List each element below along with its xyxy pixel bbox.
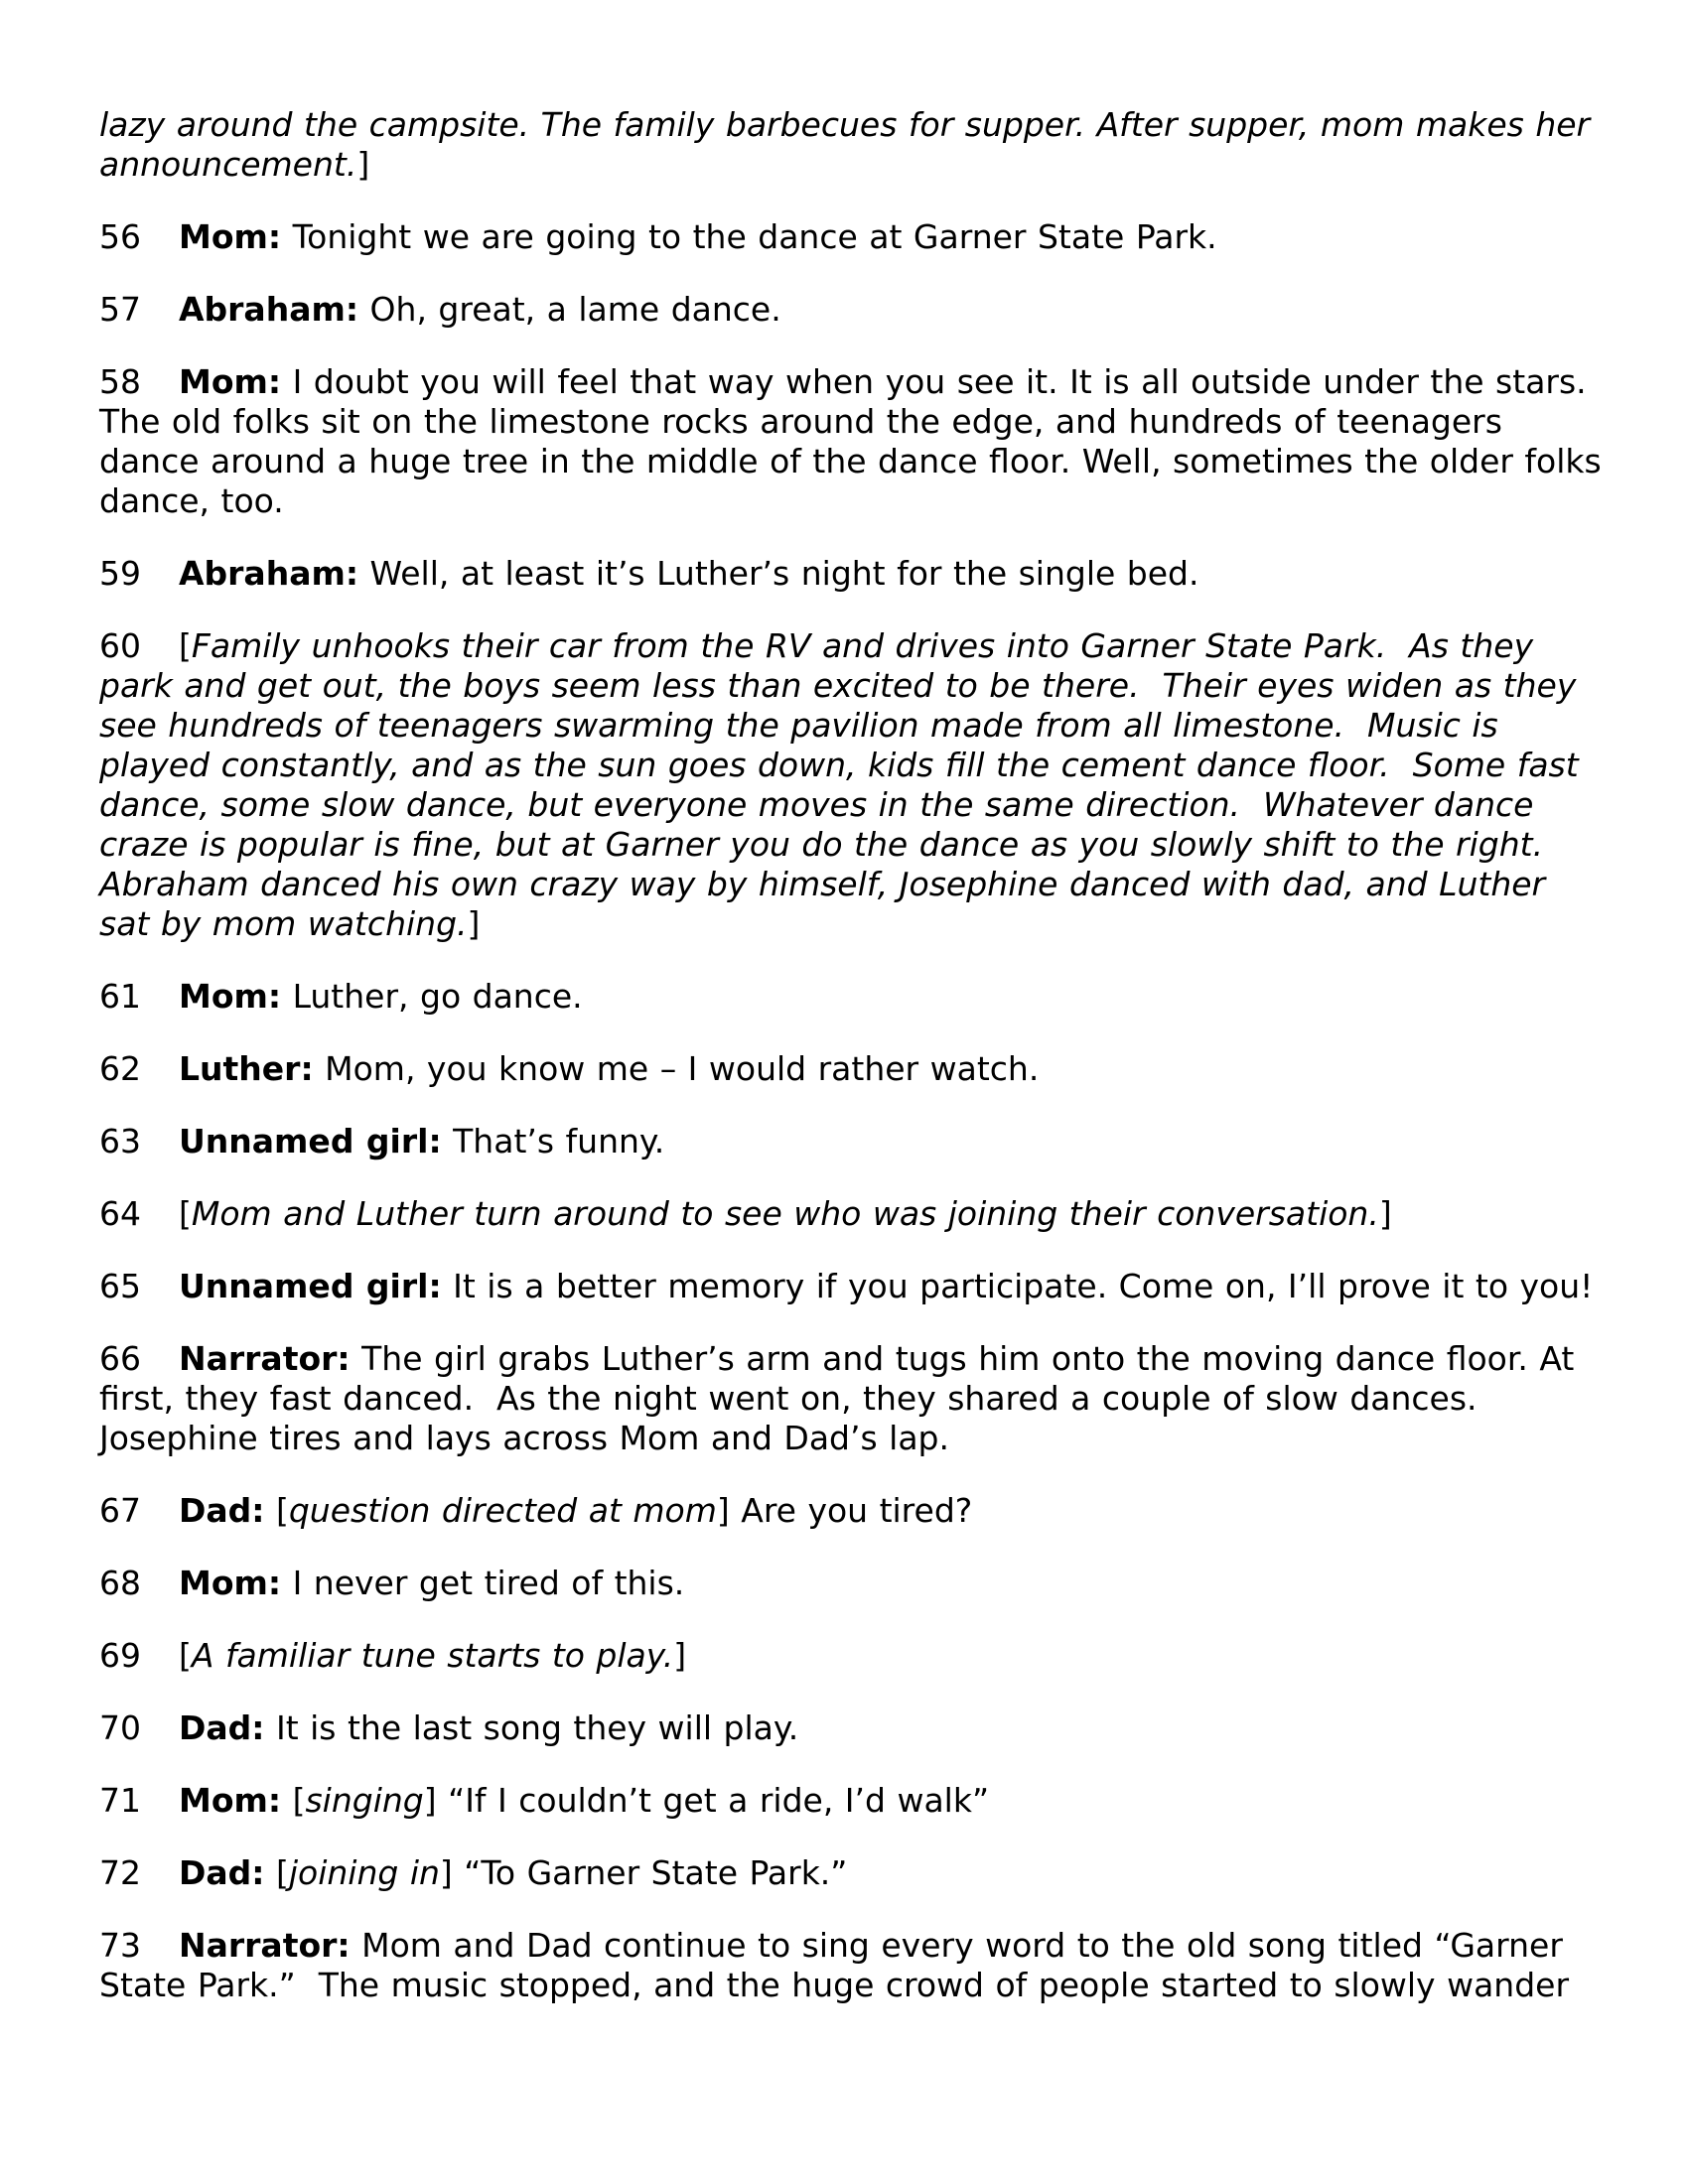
speaker-label: Mom: xyxy=(179,1781,282,1820)
script-line xyxy=(99,1926,1604,2005)
text-run-normal: It is a better memory if you participate. Come on, I’ll prove it to you! xyxy=(441,1267,1594,1305)
line-number: 72 xyxy=(99,1853,141,1892)
line-number: 61 xyxy=(99,977,141,1016)
speaker-label: Mom: xyxy=(179,1564,282,1602)
text-run-normal: Mom, you know me – I would rather watch. xyxy=(313,1049,1040,1088)
text-run-normal: ] xyxy=(356,145,370,184)
script-line xyxy=(99,1564,1604,1603)
script-line xyxy=(99,1781,1604,1821)
text-run-normal: ] “To Garner State Park.” xyxy=(439,1853,848,1892)
script-line xyxy=(99,626,1604,944)
line-number: 68 xyxy=(99,1564,141,1602)
text-run-normal: The girl grabs Luther’s arm and tugs him onto the moving dance floor. At first, they fast danced. As the night went on, they shared a couple of slow dances. Josephine tires and lays across Mom and Dad’s lap. xyxy=(99,1339,1586,1457)
speaker-label: Narrator: xyxy=(179,1339,351,1378)
script-line xyxy=(99,1194,1604,1234)
line-number: 62 xyxy=(99,1049,141,1088)
speaker-label: Abraham: xyxy=(179,290,359,329)
line-number: 67 xyxy=(99,1491,141,1530)
text-run-normal: [ xyxy=(179,1636,192,1675)
script-line xyxy=(99,105,1604,185)
script-line xyxy=(99,1491,1604,1531)
text-run-italic: lazy around the campsite. The family barbecues for supper. After supper, mom makes her announcement. xyxy=(99,105,1602,184)
text-run-normal: [ xyxy=(264,1853,289,1892)
script-line xyxy=(99,1339,1604,1458)
speaker-label: Dad: xyxy=(179,1708,265,1747)
speaker-label: Dad: xyxy=(179,1491,265,1530)
text-run-normal: Mom and Dad continue to sing every word to the old song titled “Garner State Park.” The music stopped, and the huge crowd of people started to slowly wander xyxy=(99,1926,1575,2004)
text-run-normal: ] xyxy=(673,1636,687,1675)
line-number: 66 xyxy=(99,1339,141,1378)
text-run-normal: Luther, go dance. xyxy=(281,977,583,1016)
text-run-normal: I doubt you will feel that way when you see it. It is all outside under the stars. The old folks sit on the limestone rocks around the edge, and hundreds of teenagers dance around a huge tree in the middle of the dance floor. Well, sometimes the older folks dance, too. xyxy=(99,362,1614,520)
text-run-normal: [ xyxy=(179,1194,192,1233)
text-run-italic: question directed at mom xyxy=(288,1491,717,1530)
script-line xyxy=(99,362,1614,521)
line-number: 73 xyxy=(99,1926,141,1965)
speaker-label: Unnamed girl: xyxy=(179,1122,442,1160)
line-number: 57 xyxy=(99,290,141,329)
speaker-label: Mom: xyxy=(179,977,282,1016)
text-run-normal: Oh, great, a lame dance. xyxy=(358,290,781,329)
text-run-normal: ] “If I couldn’t get a ride, I’d walk” xyxy=(423,1781,990,1820)
line-number: 65 xyxy=(99,1267,141,1305)
text-run-italic: A familiar tune starts to play. xyxy=(191,1636,674,1675)
line-number: 59 xyxy=(99,554,141,593)
speaker-label: Dad: xyxy=(179,1853,265,1892)
speaker-label: Narrator: xyxy=(179,1926,351,1965)
script-line xyxy=(99,290,1604,330)
script-line xyxy=(99,1122,1604,1161)
line-number: 58 xyxy=(99,362,141,401)
text-run-italic: singing xyxy=(305,1781,424,1820)
text-run-normal: [ xyxy=(264,1491,289,1530)
speaker-label: Abraham: xyxy=(179,554,359,593)
script-line xyxy=(99,217,1604,257)
script-line xyxy=(99,554,1604,594)
speaker-label: Mom: xyxy=(179,217,282,256)
text-run-normal: Well, at least it’s Luther’s night for the single bed. xyxy=(358,554,1199,593)
script-line xyxy=(99,1636,1604,1676)
line-number: 71 xyxy=(99,1781,141,1820)
text-run-normal: I never get tired of this. xyxy=(281,1564,685,1602)
text-run-normal: ] xyxy=(1378,1194,1392,1233)
text-run-normal: ] xyxy=(467,904,481,943)
text-run-italic: Family unhooks their car from the RV and drives into Garner State Park. As they park and get out, the boys seem less than excited to be there. Their eyes widen as they see hundreds of teenagers swarming the pavilion made from all limestone. Music is played constantly, and as the sun goes down, kids fill the cement dance floor. Some fast dance, some slow dance, but everyone moves in the same direction. Whatever dance craze is popular is fine, but at Garner you do the dance as you slowly shift to the right. Abraham danced his own crazy way by himself, Josephine danced with dad, and Luther sat by mom watching. xyxy=(99,626,1591,943)
text-run-normal: [ xyxy=(281,1781,306,1820)
text-run-italic: joining in xyxy=(288,1853,440,1892)
speaker-label: Luther: xyxy=(179,1049,314,1088)
text-run-normal: Tonight we are going to the dance at Garner State Park. xyxy=(281,217,1217,256)
script-line xyxy=(99,1853,1604,1893)
script-line xyxy=(99,1708,1604,1748)
speaker-label: Mom: xyxy=(179,362,282,401)
text-run-normal: ] Are you tired? xyxy=(716,1491,973,1530)
script-line xyxy=(99,1049,1604,1089)
line-number: 60 xyxy=(99,626,141,665)
speaker-label: Unnamed girl: xyxy=(179,1267,442,1305)
script-line xyxy=(99,1267,1604,1306)
script-line xyxy=(99,977,1604,1017)
text-run-normal: [ xyxy=(179,626,192,665)
line-number: 63 xyxy=(99,1122,141,1160)
line-number: 64 xyxy=(99,1194,141,1233)
line-number: 56 xyxy=(99,217,141,256)
text-run-normal: It is the last song they will play. xyxy=(264,1708,799,1747)
line-number: 69 xyxy=(99,1636,141,1675)
line-number: 70 xyxy=(99,1708,141,1747)
text-run-normal: That’s funny. xyxy=(441,1122,665,1160)
text-run-italic: Mom and Luther turn around to see who was joining their conversation. xyxy=(191,1194,1379,1233)
